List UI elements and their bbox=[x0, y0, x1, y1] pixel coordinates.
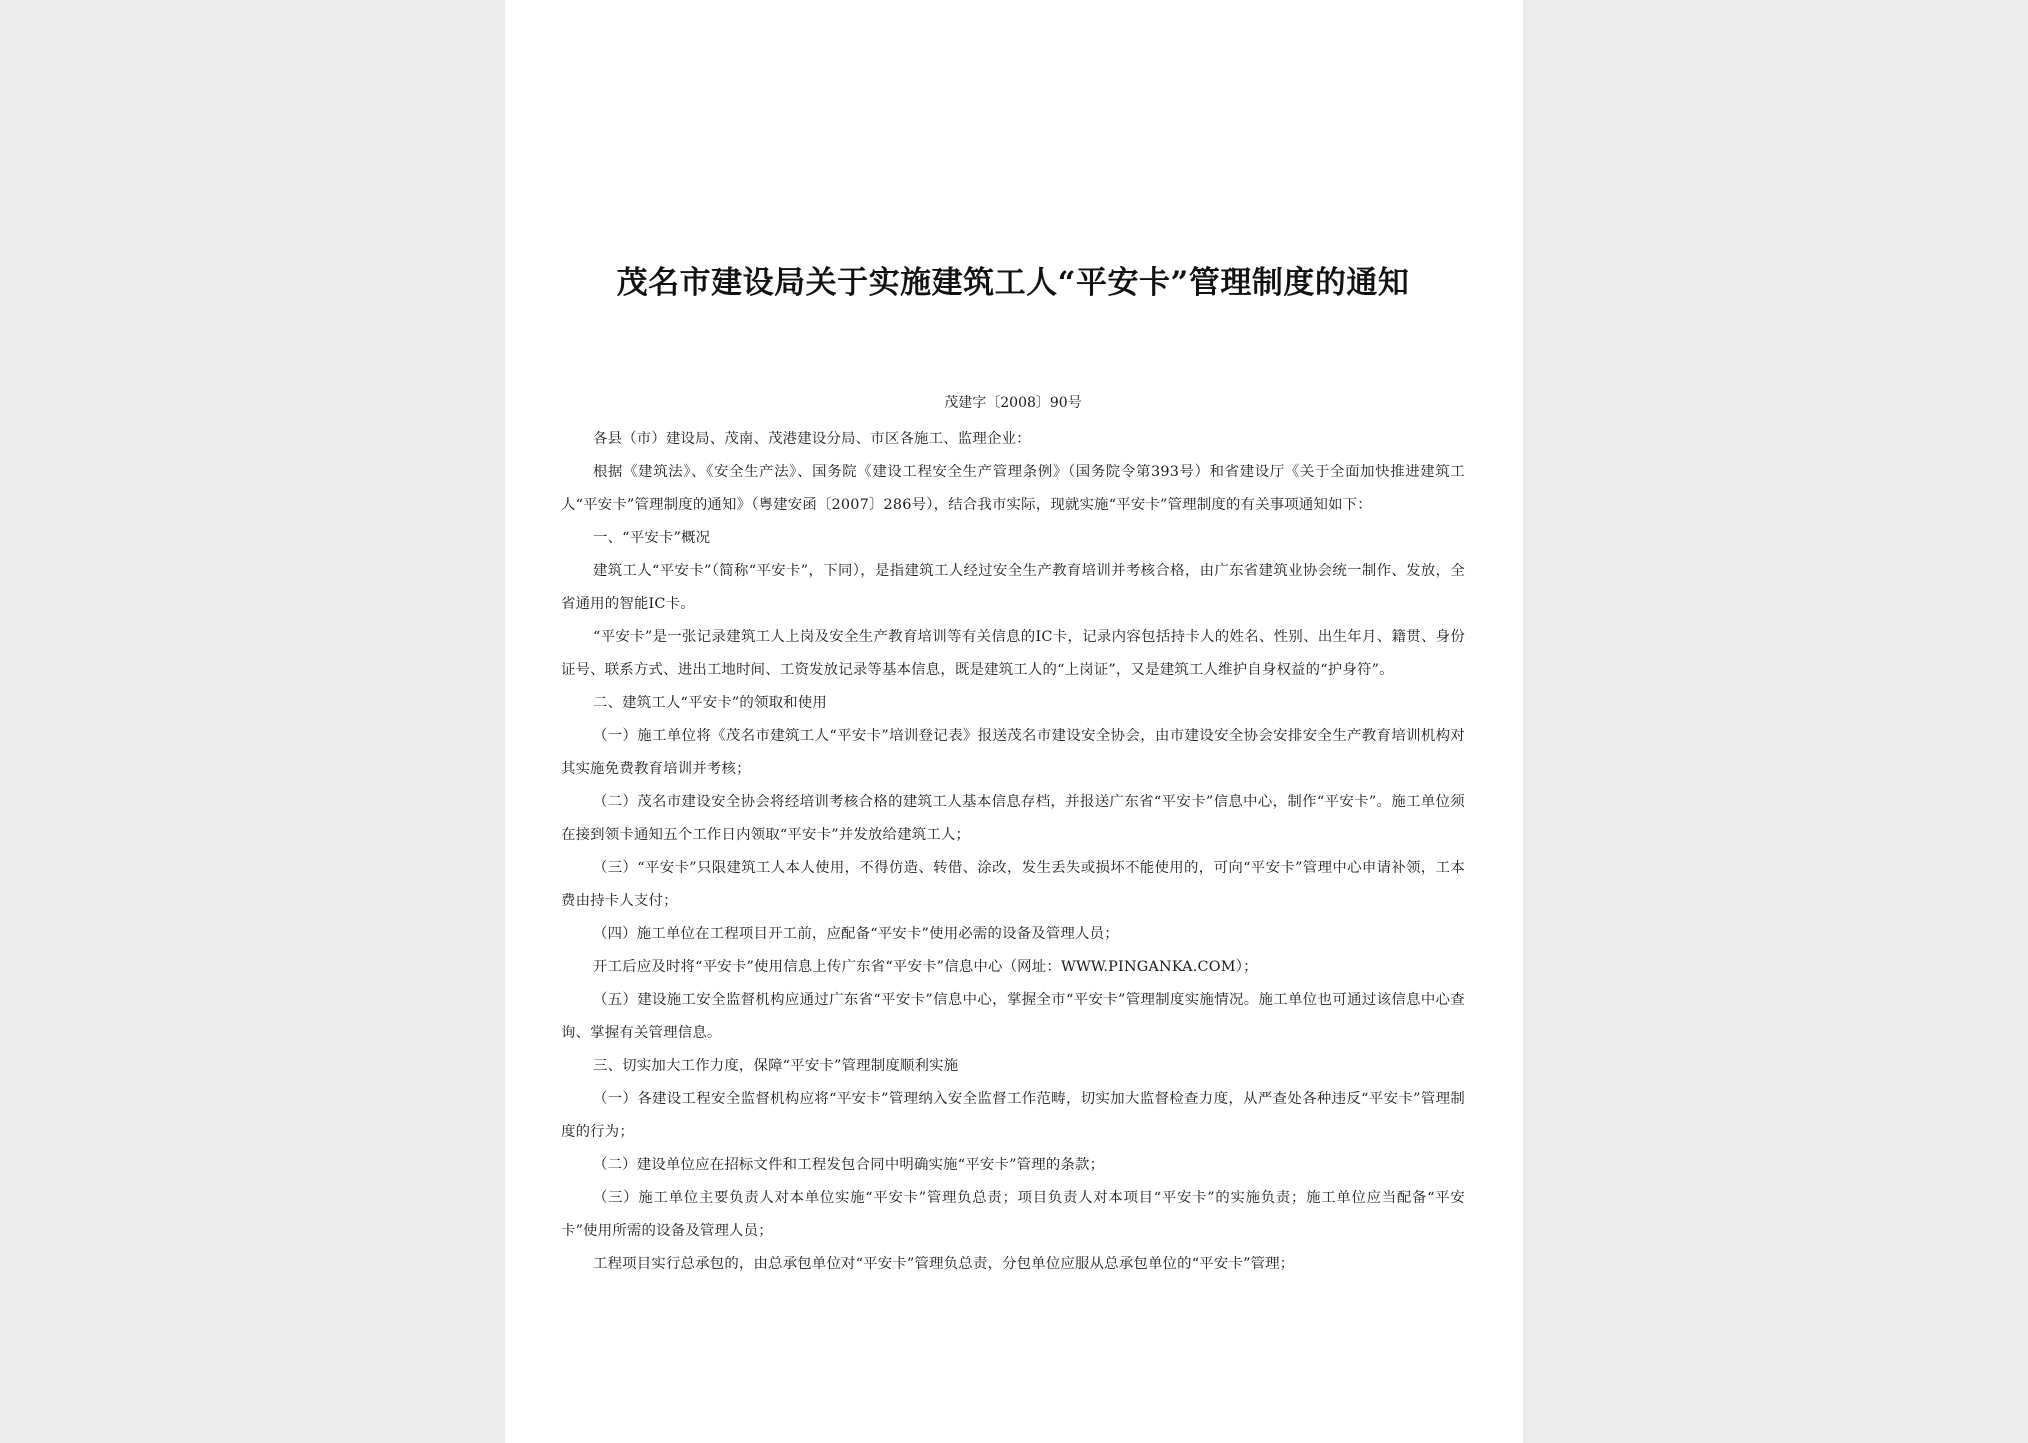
paragraph: （四）施工单位在工程项目开工前，应配备“平安卡”使用必需的设备及管理人员； bbox=[593, 926, 1119, 942]
paragraph: 工程项目实行总承包的，由总承包单位对“平安卡”管理负总责，分包单位应服从总承包单位的“平安卡”管理； bbox=[593, 1256, 1295, 1272]
paragraph: （三）“平安卡”只限建筑工人本人使用，不得仿造、转借、涂改，发生丢失或损坏不能使用的，可向“平安卡”管理中心申请补领，工本费由持卡人支付； bbox=[561, 860, 1465, 909]
paragraph: （三）施工单位主要负责人对本单位实施“平安卡”管理负总责；项目负责人对本项目“平安卡”的实施负责；施工单位应当配备“平安卡”使用所需的设备及管理人员； bbox=[561, 1190, 1465, 1239]
paragraph: 开工后应及时将“平安卡”使用信息上传广东省“平安卡”信息中心（网址：WWW.PINGANKA.COM）； bbox=[593, 959, 1258, 975]
salutation: 各县（市）建设局、茂南、茂港建设分局、市区各施工、监理企业： bbox=[593, 431, 1031, 447]
document-number: 茂建字〔2008〕90号 bbox=[944, 395, 1082, 411]
paragraph: （二）建设单位应在招标文件和工程发包合同中明确实施“平安卡”管理的条款； bbox=[593, 1157, 1105, 1173]
document-title: 茂名市建设局关于实施建筑工人“平安卡”管理制度的通知 bbox=[616, 265, 1410, 301]
paragraph: （五）建设施工安全监督机构应通过广东省“平安卡”信息中心，掌握全市“平安卡”管理制度实施情况。施工单位也可通过该信息中心查询、掌握有关管理信息。 bbox=[561, 992, 1465, 1041]
section-heading: 二、建筑工人“平安卡”的领取和使用 bbox=[593, 695, 827, 711]
paragraph: “平安卡”是一张记录建筑工人上岗及安全生产教育培训等有关信息的IC卡，记录内容包括持卡人的姓名、性别、出生年月、籍贯、身份证号、联系方式、进出工地时间、工资发放记录等基本信息，既是建筑工人的“上岗证”，又是建筑工人维护自身权益的“护身符”。 bbox=[561, 629, 1465, 678]
paragraph: 根据《建筑法》、《安全生产法》、国务院《建设工程安全生产管理条例》（国务院令第393号）和省建设厅《关于全面加快推进建筑工人“平安卡”管理制度的通知》（粤建安函〔2007〕286号），结合我市实际，现就实施“平安卡”管理制度的有关事项通知如下： bbox=[561, 464, 1465, 513]
section-heading: 三、切实加大工作力度，保障“平安卡”管理制度顺利实施 bbox=[593, 1058, 959, 1074]
paragraph: （二）茂名市建设安全协会将经培训考核合格的建筑工人基本信息存档，并报送广东省“平安卡”信息中心，制作“平安卡”。施工单位须在接到领卡通知五个工作日内领取“平安卡”并发放给建筑工人； bbox=[561, 794, 1465, 843]
paragraph: 建筑工人“平安卡”（简称“平安卡”，下同），是指建筑工人经过安全生产教育培训并考核合格，由广东省建筑业协会统一制作、发放，全省通用的智能IC卡。 bbox=[561, 563, 1465, 612]
section-heading: 一、“平安卡”概况 bbox=[593, 530, 711, 546]
document-page bbox=[505, 0, 1523, 1443]
paragraph: （一）施工单位将《茂名市建筑工人“平安卡”培训登记表》报送茂名市建设安全协会，由市建设安全协会安排安全生产教育培训机构对其实施免费教育培训并考核； bbox=[561, 728, 1465, 777]
paragraph: （一）各建设工程安全监督机构应将“平安卡”管理纳入安全监督工作范畴，切实加大监督检查力度，从严查处各种违反“平安卡”管理制度的行为； bbox=[561, 1091, 1465, 1140]
document-body bbox=[561, 423, 1465, 1281]
